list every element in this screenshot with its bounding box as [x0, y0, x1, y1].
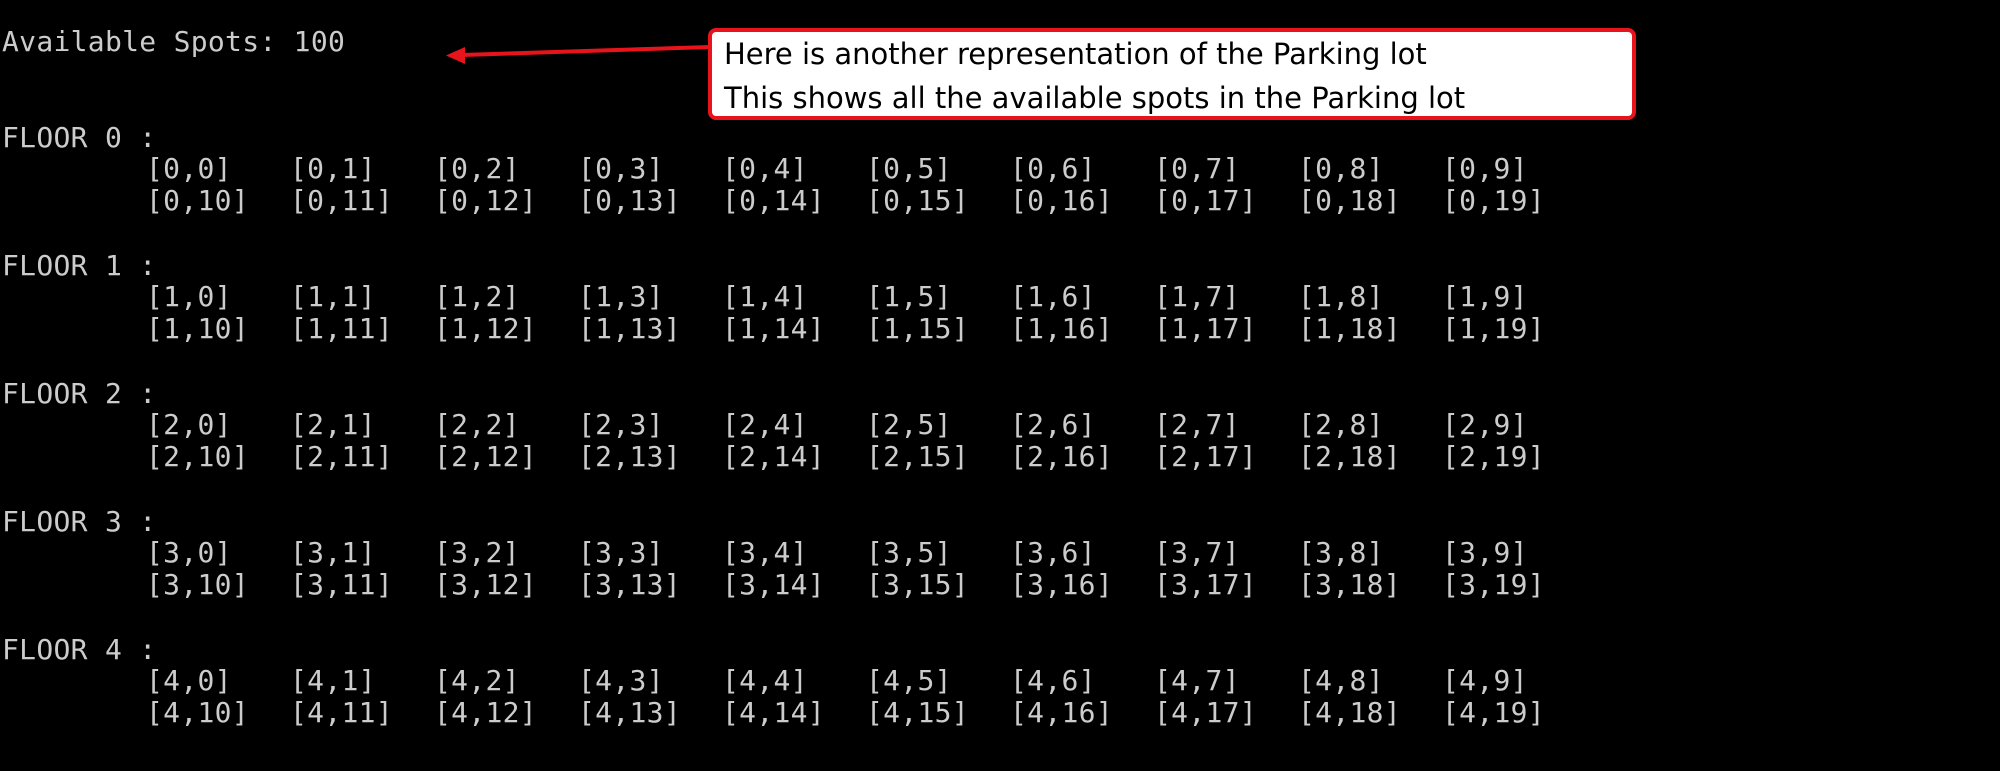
parking-spot: [3,18] [1298, 568, 1401, 601]
parking-spot: [3,7] [1154, 536, 1240, 569]
parking-spot: [2,4] [722, 408, 808, 441]
parking-spot: [3,9] [1442, 536, 1528, 569]
parking-spot: [1,3] [578, 280, 664, 313]
parking-spot: [0,0] [146, 152, 232, 185]
parking-spot: [1,18] [1298, 312, 1401, 345]
available-spots-line: Available Spots: 100 [2, 25, 346, 58]
parking-spot: [1,15] [866, 312, 969, 345]
parking-spot: [3,2] [434, 536, 520, 569]
parking-spot: [1,4] [722, 280, 808, 313]
parking-spot: [1,9] [1442, 280, 1528, 313]
parking-spot: [0,7] [1154, 152, 1240, 185]
parking-spot: [4,2] [434, 664, 520, 697]
parking-spot: [4,5] [866, 664, 952, 697]
parking-spot: [2,6] [1010, 408, 1096, 441]
parking-spot: [3,16] [1010, 568, 1113, 601]
parking-spot: [1,10] [146, 312, 249, 345]
parking-spot: [2,3] [578, 408, 664, 441]
parking-spot: [0,9] [1442, 152, 1528, 185]
parking-spot: [4,19] [1442, 696, 1545, 729]
parking-spot: [1,2] [434, 280, 520, 313]
parking-spot: [0,16] [1010, 184, 1113, 217]
parking-spot: [2,16] [1010, 440, 1113, 473]
parking-spot: [2,7] [1154, 408, 1240, 441]
parking-spot: [1,7] [1154, 280, 1240, 313]
parking-spot: [3,11] [290, 568, 393, 601]
parking-spot: [3,8] [1298, 536, 1384, 569]
parking-spot: [2,0] [146, 408, 232, 441]
parking-spot: [0,6] [1010, 152, 1096, 185]
parking-spot: [4,0] [146, 664, 232, 697]
parking-spot: [1,16] [1010, 312, 1113, 345]
parking-spot: [2,19] [1442, 440, 1545, 473]
parking-spot: [2,15] [866, 440, 969, 473]
parking-spot: [0,12] [434, 184, 537, 217]
parking-spot: [1,6] [1010, 280, 1096, 313]
parking-spot: [2,13] [578, 440, 681, 473]
parking-spot: [1,0] [146, 280, 232, 313]
parking-spot: [0,8] [1298, 152, 1384, 185]
parking-spot: [4,4] [722, 664, 808, 697]
parking-spot: [4,9] [1442, 664, 1528, 697]
parking-spot: [3,6] [1010, 536, 1096, 569]
parking-spot: [1,12] [434, 312, 537, 345]
parking-spot: [3,3] [578, 536, 664, 569]
parking-spot: [0,15] [866, 184, 969, 217]
parking-spot: [0,1] [290, 152, 376, 185]
parking-spot: [4,3] [578, 664, 664, 697]
parking-spot: [2,8] [1298, 408, 1384, 441]
parking-spot: [0,2] [434, 152, 520, 185]
parking-spot: [3,14] [722, 568, 825, 601]
parking-spot: [3,4] [722, 536, 808, 569]
parking-spot: [4,1] [290, 664, 376, 697]
parking-spot: [1,5] [866, 280, 952, 313]
parking-spot: [1,19] [1442, 312, 1545, 345]
parking-spot: [3,0] [146, 536, 232, 569]
parking-spot: [0,14] [722, 184, 825, 217]
parking-spot: [2,12] [434, 440, 537, 473]
floor-label: FLOOR 4 : [2, 633, 157, 666]
floor-label: FLOOR 1 : [2, 249, 157, 282]
parking-spot: [0,17] [1154, 184, 1257, 217]
floor-label: FLOOR 0 : [2, 121, 157, 154]
parking-spot: [4,17] [1154, 696, 1257, 729]
parking-spot: [3,10] [146, 568, 249, 601]
parking-spot: [1,17] [1154, 312, 1257, 345]
parking-spot: [4,13] [578, 696, 681, 729]
parking-spot: [4,8] [1298, 664, 1384, 697]
parking-spot: [0,3] [578, 152, 664, 185]
parking-spot: [4,18] [1298, 696, 1401, 729]
parking-spot: [2,2] [434, 408, 520, 441]
parking-spot: [4,7] [1154, 664, 1240, 697]
parking-spot: [0,19] [1442, 184, 1545, 217]
parking-spot: [4,11] [290, 696, 393, 729]
parking-spot: [3,1] [290, 536, 376, 569]
parking-spot: [2,1] [290, 408, 376, 441]
floor-label: FLOOR 3 : [2, 505, 157, 538]
parking-spot: [3,19] [1442, 568, 1545, 601]
parking-spot: [0,4] [722, 152, 808, 185]
parking-spot: [4,12] [434, 696, 537, 729]
parking-spot: [1,14] [722, 312, 825, 345]
parking-spot: [2,14] [722, 440, 825, 473]
parking-spot: [2,10] [146, 440, 249, 473]
parking-spot: [2,17] [1154, 440, 1257, 473]
callout-line-2: This shows all the available spots in the Parking lot [724, 81, 1466, 115]
floor-label: FLOOR 2 : [2, 377, 157, 410]
parking-spot: [3,13] [578, 568, 681, 601]
parking-spot: [3,15] [866, 568, 969, 601]
parking-spot: [4,6] [1010, 664, 1096, 697]
parking-spot: [4,16] [1010, 696, 1113, 729]
parking-spot: [3,12] [434, 568, 537, 601]
parking-spot: [2,11] [290, 440, 393, 473]
parking-spot: [0,5] [866, 152, 952, 185]
parking-spot: [2,9] [1442, 408, 1528, 441]
parking-spot: [0,13] [578, 184, 681, 217]
parking-spot: [1,13] [578, 312, 681, 345]
parking-spot: [1,1] [290, 280, 376, 313]
parking-spot: [2,5] [866, 408, 952, 441]
parking-spot: [1,8] [1298, 280, 1384, 313]
parking-spot: [1,11] [290, 312, 393, 345]
annotation-callout [708, 28, 1636, 120]
parking-spot: [4,10] [146, 696, 249, 729]
callout-line-1: Here is another representation of the Parking lot [724, 37, 1427, 71]
parking-spot: [4,15] [866, 696, 969, 729]
parking-spot: [2,18] [1298, 440, 1401, 473]
parking-spot: [0,18] [1298, 184, 1401, 217]
parking-spot: [0,11] [290, 184, 393, 217]
parking-spot: [3,17] [1154, 568, 1257, 601]
parking-spot: [3,5] [866, 536, 952, 569]
parking-spot: [4,14] [722, 696, 825, 729]
parking-spot: [0,10] [146, 184, 249, 217]
